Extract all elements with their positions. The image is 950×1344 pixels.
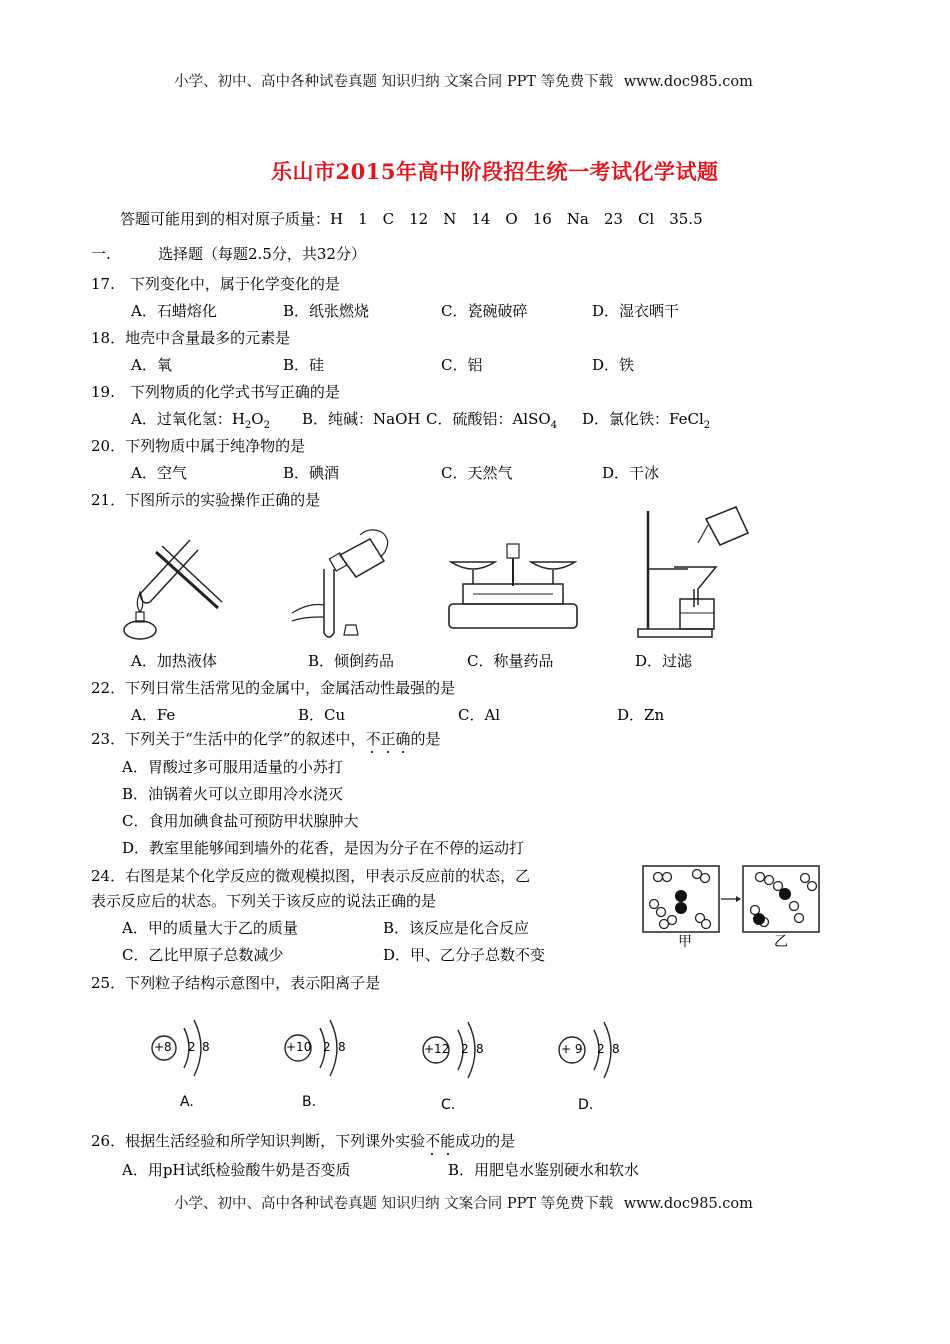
question-26-stem [91, 1130, 515, 1151]
q24-option-c[interactable]: C．乙比甲原子总数减少 [122, 946, 284, 964]
q24-option-a[interactable]: A．甲的质量大于乙的质量 [122, 919, 298, 937]
footer-site-link[interactable]: www.doc985.com [623, 1196, 753, 1212]
q22-option-a[interactable]: A．Fe [131, 706, 176, 724]
question-21-stem: 21．下图所示的实验操作正确的是 [91, 491, 321, 509]
q22-option-b[interactable]: B．Cu [298, 706, 346, 724]
question-18-stem: 18．地壳中含量最多的元素是 [91, 329, 291, 347]
q19-option-c[interactable] [426, 408, 557, 431]
pouring-reagent-figure [282, 525, 392, 645]
atom-d-label: D. [578, 1097, 594, 1113]
q22-option-c[interactable]: C．Al [458, 706, 501, 724]
q19-c-sub: 4 [550, 420, 558, 431]
q22-option-d[interactable]: D．Zn [617, 706, 665, 724]
atom-c-label: C. [441, 1097, 456, 1113]
q17-option-a[interactable]: A．石蜡熔化 [131, 302, 217, 320]
q26-emphasis [425, 1132, 455, 1150]
q18-option-a[interactable]: A．氧 [131, 356, 172, 374]
q23-stem-emphasis: 不正确 [365, 730, 411, 748]
question-20-stem: 20．下列物质中属于纯净物的是 [91, 437, 306, 455]
atom-b-label: B. [302, 1094, 317, 1110]
q19-a-mid: O [251, 410, 264, 428]
atom-a-label: A. [180, 1094, 194, 1110]
q19-option-d[interactable] [582, 408, 710, 431]
q21-option-d[interactable]: D．过滤 [635, 652, 693, 670]
atom-a-shell1: 2 [188, 1040, 196, 1054]
q18-option-d[interactable]: D．铁 [592, 356, 635, 374]
q23-option-c[interactable]: C．食用加碘食盐可预防甲状腺肿大 [122, 812, 359, 830]
atom-diagram-c[interactable] [420, 1014, 500, 1084]
q26-option-b[interactable]: B．用肥皂水鉴别硬水和软水 [448, 1161, 640, 1179]
figure-label-yi: 乙 [774, 934, 788, 950]
header-text: 小学、初中、高中各种试卷真题 知识归纳 文案合同 PPT 等免费下载 [174, 74, 614, 90]
q26-stem-pre: 26．根据生活经验和所学知识判断，下列课外实验 [91, 1132, 426, 1150]
question-19-stem: 19. 下列物质的化学式书写正确的是 [91, 383, 340, 401]
atom-a-shell2: 8 [202, 1040, 210, 1054]
atom-d-shell1: 2 [597, 1042, 605, 1056]
section-number: 一. [91, 245, 111, 263]
atom-c-nucleus: +12 [424, 1042, 450, 1056]
page-header [174, 70, 753, 91]
q26-stem-post: 成功的是 [455, 1132, 516, 1150]
q19-d-sub: 2 [703, 420, 711, 431]
q19-a-sub1: 2 [244, 420, 252, 431]
question-22-stem: 22．下列日常生活常见的金属中，金属活动性最强的是 [91, 679, 456, 697]
q24-option-d[interactable]: D．甲、乙分子总数不变 [383, 946, 546, 964]
q23-option-a[interactable]: A．胃酸过多可服用适量的小苏打 [122, 758, 343, 776]
q21-option-c[interactable]: C．称量药品 [467, 652, 554, 670]
q20-option-b[interactable]: B．碘酒 [283, 464, 340, 482]
heating-liquid-figure [118, 530, 228, 642]
q19-c-text: C．硫酸铝：AlSO [426, 410, 551, 428]
q17-option-c[interactable]: C．瓷碗破碎 [441, 302, 528, 320]
atom-a-nucleus: +8 [154, 1040, 172, 1054]
q23-emphasis [365, 730, 410, 748]
q19-a-sub2: 2 [263, 420, 270, 431]
q17-option-d[interactable]: D．湿衣晒干 [592, 302, 680, 320]
atomic-mass-note: 答题可能用到的相对原子质量：H 1 C 12 N 14 O 16 Na 23 Cl 35.5 [120, 210, 703, 228]
q19-option-b[interactable] [302, 408, 420, 429]
reaction-model-figure [642, 864, 822, 936]
question-24-stem-line1: 24．右图是某个化学反应的微观模拟图，甲表示反应前的状态，乙 [91, 867, 531, 885]
header-site-link[interactable]: www.doc985.com [623, 74, 753, 90]
q26-option-a[interactable]: A．用pH试纸检验酸牛奶是否变质 [122, 1161, 351, 1179]
atom-diagram-b[interactable] [282, 1012, 362, 1082]
q17-option-b[interactable]: B．纸张燃烧 [283, 302, 370, 320]
atom-diagram-d[interactable] [556, 1014, 636, 1084]
atom-b-nucleus: +10 [286, 1040, 312, 1054]
q20-option-c[interactable]: C．天然气 [441, 464, 513, 482]
q21-option-a[interactable]: A．加热液体 [131, 652, 217, 670]
question-17-stem: 17. 下列变化中，属于化学变化的是 [91, 275, 340, 293]
q24-option-b[interactable]: B．该反应是化合反应 [383, 919, 530, 937]
question-23-stem [91, 728, 440, 749]
question-25-stem: 25．下列粒子结构示意图中，表示阳离子是 [91, 974, 381, 992]
q23-stem-post: 的是 [410, 730, 441, 748]
atom-d-nucleus: + 9 [561, 1042, 583, 1056]
q23-option-d[interactable]: D．教室里能够闻到墙外的花香，是因为分子在不停的运动打 [122, 839, 525, 857]
atom-b-shell2: 8 [338, 1040, 346, 1054]
q19-d-text: D．氯化铁：FeCl [582, 410, 704, 428]
q20-option-a[interactable]: A．空气 [131, 464, 187, 482]
atom-b-shell1: 2 [323, 1040, 331, 1054]
question-24-stem-line2: 表示反应后的状态。下列关于该反应的说法正确的是 [91, 892, 437, 910]
atom-c-shell2: 8 [476, 1042, 484, 1056]
q20-option-d[interactable]: D．干冰 [602, 464, 660, 482]
atom-d-shell2: 8 [612, 1042, 620, 1056]
q18-option-b[interactable]: B．硅 [283, 356, 325, 374]
balance-figure [443, 540, 585, 640]
q19-a-text: A．过氧化氢：H [131, 410, 245, 428]
q21-option-b[interactable]: B．倾倒药品 [308, 652, 395, 670]
filtration-figure [636, 503, 756, 643]
footer-text: 小学、初中、高中各种试卷真题 知识归纳 文案合同 PPT 等免费下载 [174, 1196, 614, 1212]
q19-option-a[interactable] [131, 408, 270, 431]
atom-diagram-a[interactable] [148, 1012, 228, 1082]
page-footer [174, 1192, 753, 1213]
figure-label-jia: 甲 [678, 934, 692, 950]
section-label: 选择题（每题2.5分，共32分） [158, 245, 366, 263]
atom-c-shell1: 2 [461, 1042, 469, 1056]
q19-b-text: B．纯碱：NaOH [302, 410, 421, 428]
q23-stem-pre: 23．下列关于“生活中的化学”的叙述中， [91, 730, 366, 748]
q18-option-c[interactable]: C．铝 [441, 356, 483, 374]
q26-stem-emphasis: 不能 [425, 1132, 456, 1150]
q23-option-b[interactable]: B．油锅着火可以立即用冷水浇灭 [122, 785, 344, 803]
page-title: 乐山市2015年高中阶段招生统一考试化学试题 [271, 159, 719, 184]
